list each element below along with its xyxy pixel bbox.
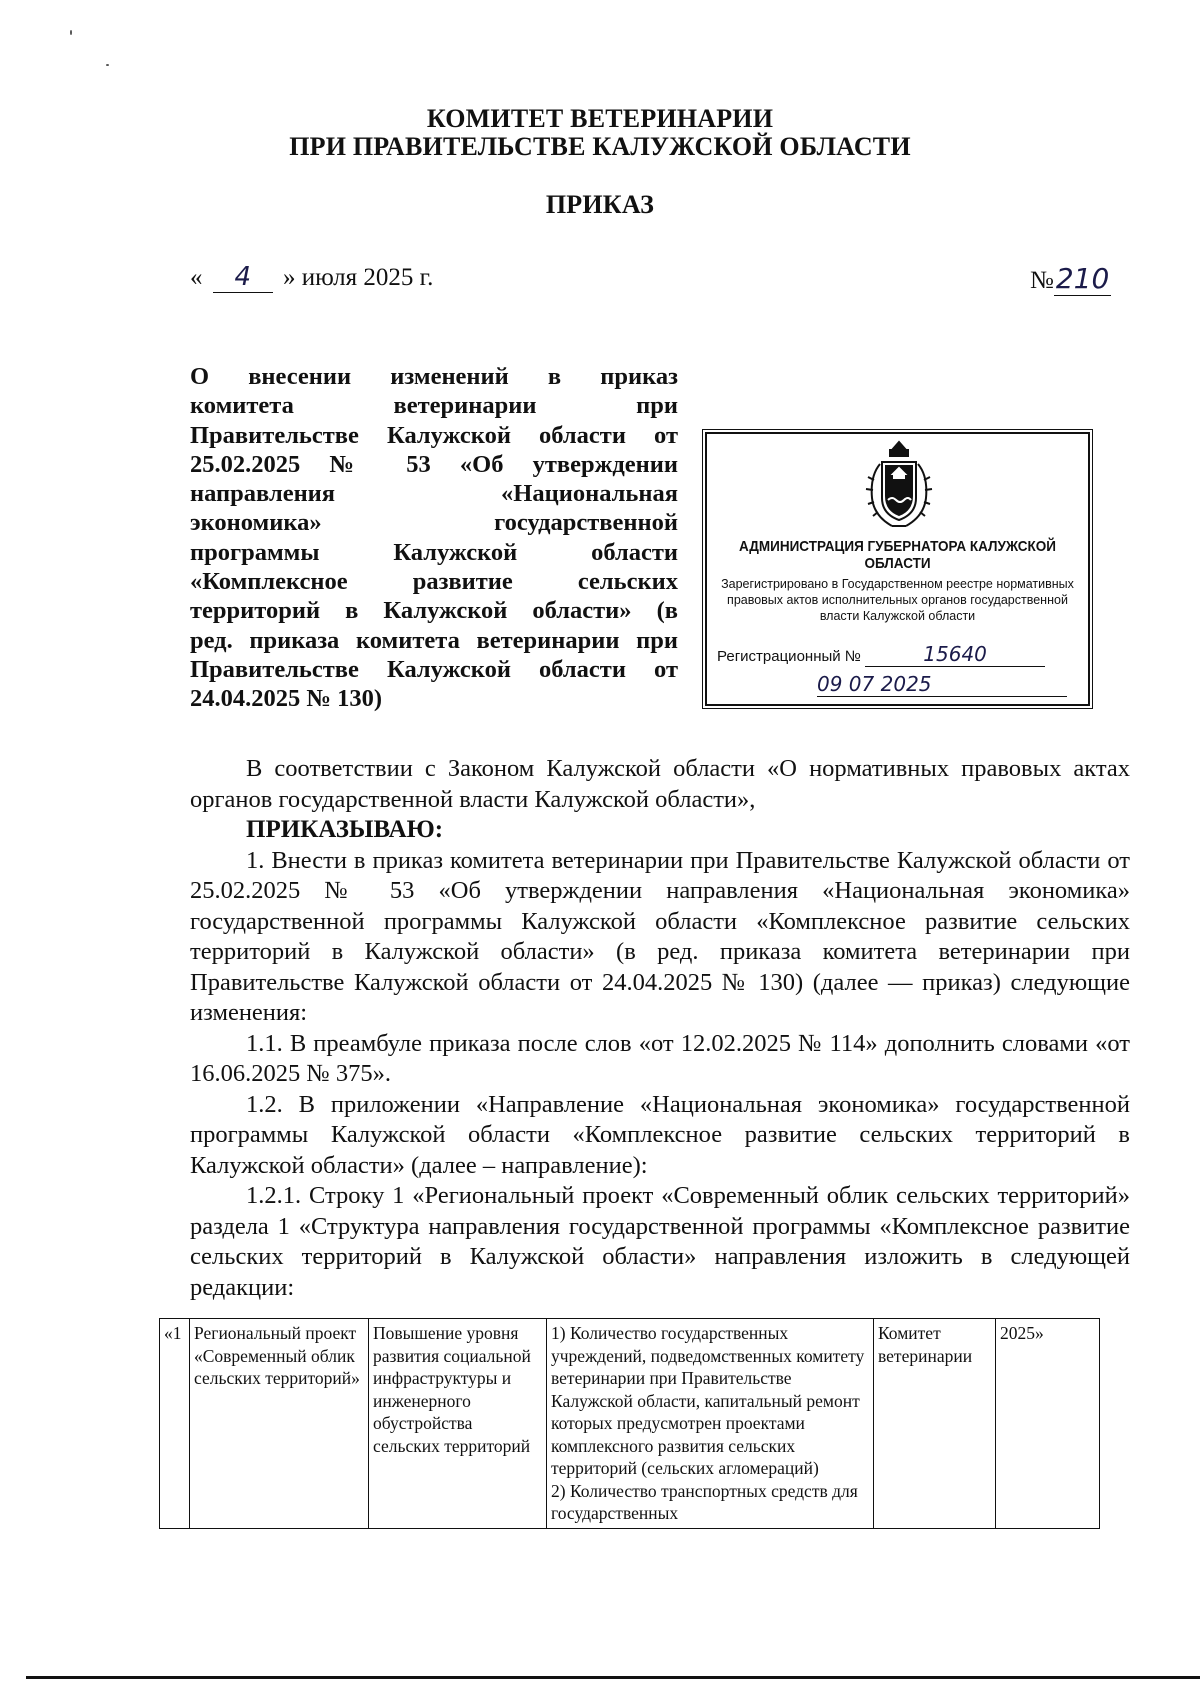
number-value: 210	[1055, 262, 1110, 295]
clause-1-2: 1.2. В приложении «Направление «Национальная экономика» государственной программы Калужской области «Комплексное развитие сельских территорий в Калужской области» (далее – направление):	[190, 1090, 1130, 1179]
clause-1-2-1: 1.2.1. Строку 1 «Региональный проект «Современный облик сельских территорий» раздела 1 «Структура направления государственной программы «Комплексное развитие сельских территорий в Калужской области» направления изложить в следующей редакции:	[190, 1182, 1130, 1301]
structure-table	[159, 1318, 1100, 1529]
indicator-1: 1) Количество государственных учреждений, подведомственных комитету ветеринарии при Правительстве Калужской области, капитальный ремонт которых предусмотрен проектами комплексного развития сельских территорий (сельских агломераций)	[551, 1323, 865, 1478]
subject-line: экономика» государственной	[190, 509, 678, 537]
date-open-quote: «	[190, 264, 203, 291]
clause-1: 1. Внести в приказ комитета ветеринарии при Правительстве Калужской области от 25.02.2025 № 53 «Об утверждении направления «Национальная экономика» государственной программы Калужской области «Комплексное развитие сельских территорий в Калужской области» (в ред. приказа комитета ветеринарии при Правительстве Калужской области от 24.04.2025 № 130) (далее — приказ) следующие изменения:	[190, 846, 1130, 1026]
scan-speck	[106, 64, 109, 66]
cell-indicators	[547, 1319, 874, 1529]
subject-line: территорий в Калужской области» (в	[190, 597, 678, 625]
stamp-reg-row	[717, 642, 1077, 667]
table-row	[160, 1319, 1100, 1529]
cell-num: «1	[160, 1319, 190, 1529]
date-month-year: июля 2025 г.	[301, 264, 434, 291]
scan-speck	[70, 30, 72, 35]
subject-line: комитета ветеринарии при	[190, 392, 678, 420]
org-name-line1: КОМИТЕТ ВЕТЕРИНАРИИ	[426, 104, 774, 133]
subject-line: «Комплексное развитие сельских	[190, 568, 678, 596]
stamp-reg-date: 09 07 2025	[817, 672, 1067, 697]
cell-goal: Повышение уровня развития социальной инфраструктуры и инженерного обустройства сельских территорий	[369, 1319, 547, 1529]
page-bottom-rule	[26, 1676, 1200, 1679]
doc-type: ПРИКАЗ	[545, 190, 655, 219]
subject-line: 24.04.2025 № 130)	[190, 685, 383, 713]
preamble: В соответствии с Законом Калужской области «О нормативных правовых актах органов государственной власти Калужской области»,	[190, 755, 1130, 813]
org-name-line2: ПРИ ПРАВИТЕЛЬСТВЕ КАЛУЖСКОЙ ОБЛАСТИ	[289, 132, 911, 161]
order-subject	[190, 362, 678, 714]
order-word: ПРИКАЗЫВАЮ:	[246, 816, 444, 843]
clause-1-1: 1.1. В преамбуле приказа после слов «от 12.02.2025 № 114» дополнить словами «от 16.06.2025 № 375».	[190, 1029, 1130, 1087]
registration-stamp	[705, 432, 1090, 706]
stamp-reg-label: Регистрационный №	[717, 648, 861, 665]
subject-line: 25.02.2025 № 53 «Об утверждении	[190, 450, 678, 478]
subject-line: О внесении изменений в приказ	[190, 363, 678, 390]
stamp-org-name: АДМИНИСТРАЦИЯ ГУБЕРНАТОРА КАЛУЖСКОЙ ОБЛАСТИ	[739, 538, 1056, 572]
stamp-reg-number: 15640	[865, 642, 1045, 667]
stamp-note: Зарегистрировано в Государственном реестре нормативных правовых актов исполнительных органов государственной власти Калужской области	[721, 577, 1074, 623]
date-close-quote: »	[283, 264, 296, 291]
cell-responsible: Комитет ветеринарии	[874, 1319, 996, 1529]
coat-of-arms-icon	[862, 440, 936, 532]
subject-line: программы Калужской области	[190, 538, 678, 566]
subject-line: Правительстве Калужской области от	[190, 655, 678, 683]
indicator-2: 2) Количество транспортных средств для государственных	[551, 1480, 858, 1523]
number-prefix: №	[1030, 267, 1054, 294]
subject-line: направления «Национальная	[190, 480, 678, 508]
order-body	[190, 754, 1130, 1303]
subject-line: ред. приказа комитета ветеринарии при	[190, 626, 678, 654]
order-number	[1030, 262, 1111, 295]
subject-line: Правительстве Калужской области от	[190, 421, 678, 449]
date-day: 4	[213, 262, 273, 293]
cell-project: Региональный проект «Современный облик сельских территорий»	[190, 1319, 369, 1529]
order-date	[190, 262, 433, 293]
cell-year: 2025»	[996, 1319, 1100, 1529]
